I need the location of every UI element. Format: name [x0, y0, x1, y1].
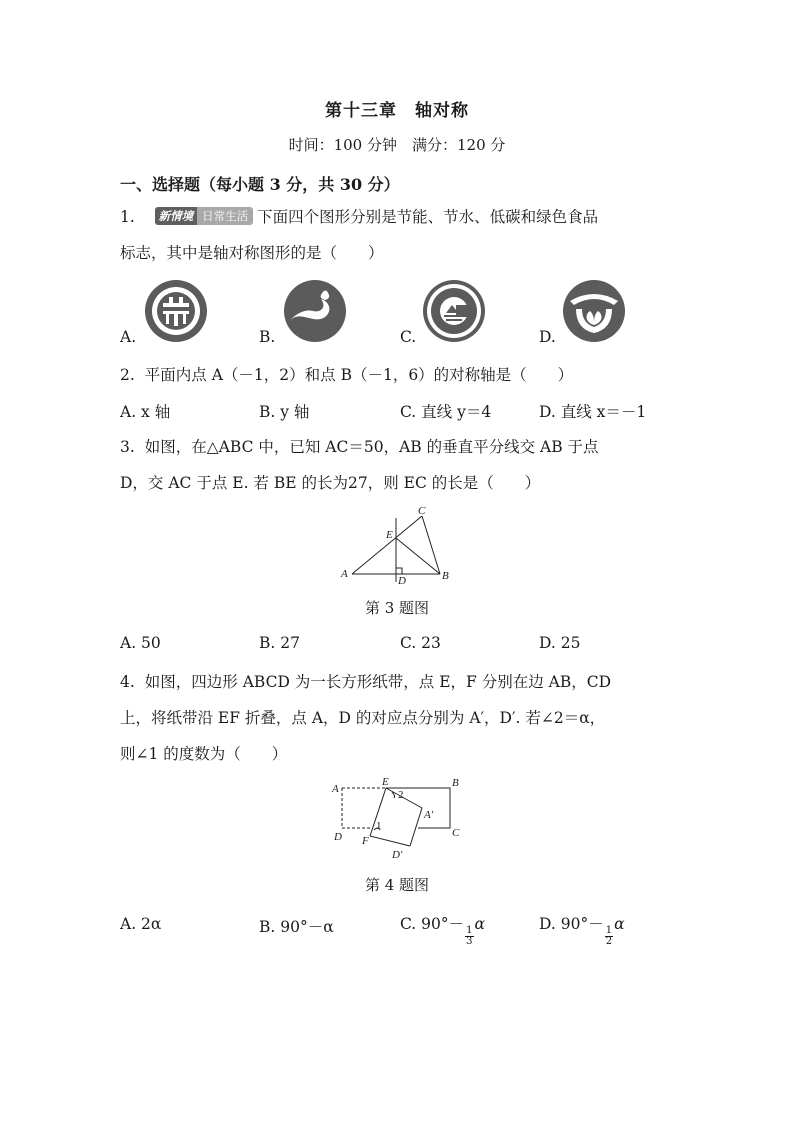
- denominator: 2: [605, 936, 613, 947]
- point-e-label: E: [382, 776, 389, 788]
- point-a-prime-label: A′: [424, 809, 434, 821]
- water-saving-logo: [283, 279, 347, 343]
- point-c-label: C: [452, 827, 460, 839]
- fraction-one-third: [465, 926, 473, 947]
- question-3-line-2: D，交 AC 于点 E. 若 BE 的长为27，则 EC 的长是（ ）: [120, 474, 541, 492]
- point-a-label: A: [341, 568, 348, 580]
- point-f-label: F: [362, 835, 369, 847]
- q1-option-d: D.: [539, 328, 556, 346]
- angle-1-label: 1: [376, 820, 382, 832]
- q4-option-a: A. 2α: [120, 915, 162, 933]
- page-title: 第十三章 轴对称: [325, 101, 469, 121]
- exam-info: 时间：100 分钟 满分：120 分: [288, 136, 506, 154]
- question-1-line-1: [120, 206, 598, 228]
- point-d-label: D: [398, 575, 406, 587]
- q2-option-a: A. x 轴: [120, 403, 171, 421]
- q4-option-c: [400, 912, 485, 947]
- question-number: 3.: [120, 438, 135, 456]
- figure-4-caption: 第 4 题图: [364, 876, 430, 894]
- question-4-line-1: [120, 671, 611, 693]
- denominator: 3: [466, 936, 473, 947]
- section-heading: 一、选择题（每小题 3 分，共 30 分）: [120, 175, 400, 194]
- point-c-label: C: [418, 505, 426, 517]
- q4-option-b: B. 90°－α: [259, 918, 334, 936]
- folded-strip-figure: [330, 774, 466, 864]
- point-b-label: B: [452, 777, 459, 789]
- numerator: 1: [605, 925, 613, 936]
- low-carbon-logo: [422, 279, 486, 343]
- fraction-one-half: [605, 926, 613, 947]
- alpha-symbol: α: [614, 915, 625, 933]
- question-4-line-2: 上，将纸带沿 EF 折叠，点 A，D 的对应点分别为 A′，D′. 若∠2＝α，: [120, 709, 606, 727]
- point-d-prime-label: D′: [392, 849, 403, 861]
- question-number: 1.: [120, 208, 135, 226]
- q4-option-d: [539, 912, 625, 947]
- question-2: [120, 364, 573, 386]
- question-text: 如图，四边形 ABCD 为一长方形纸带，点 E，F 分别在边 AB，CD: [144, 673, 612, 691]
- q1-option-b: B.: [259, 328, 276, 346]
- green-food-logo: [562, 279, 626, 343]
- new-context-tag: [155, 207, 254, 225]
- question-3-line-1: [120, 436, 599, 458]
- q3-option-d: D. 25: [539, 634, 581, 652]
- question-text: 下面四个图形分别是节能、节水、低碳和绿色食品: [257, 208, 599, 226]
- figure-3-caption: 第 3 题图: [364, 599, 430, 617]
- option-d-text: D. 90°－: [539, 915, 604, 933]
- q2-option-b: B. y 轴: [259, 403, 310, 421]
- triangle-figure: [336, 502, 460, 588]
- question-text: 平面内点 A（－1，2）和点 B（－1，6）的对称轴是（ ）: [144, 366, 574, 384]
- point-e-label: E: [386, 529, 393, 541]
- tag-daily-life: 日常生活: [197, 207, 253, 225]
- q2-option-c: C. 直线 y＝4: [400, 403, 492, 421]
- point-b-label: B: [442, 570, 449, 582]
- q1-option-c: C.: [400, 328, 417, 346]
- q1-option-a: A.: [120, 328, 137, 346]
- question-number: 2.: [120, 366, 135, 384]
- numerator: 1: [466, 925, 473, 936]
- energy-saving-logo: [144, 279, 208, 343]
- alpha-symbol: α: [474, 915, 485, 933]
- q3-option-b: B. 27: [259, 634, 300, 652]
- question-4-line-3: 则∠1 的度数为（ ）: [120, 745, 288, 763]
- angle-2-label: 2: [398, 789, 404, 801]
- question-number: 4.: [120, 673, 135, 691]
- q3-option-a: A. 50: [120, 634, 161, 652]
- point-a-label: A: [332, 783, 339, 795]
- q2-option-d: D. 直线 x＝－1: [539, 403, 647, 421]
- question-text: 如图，在△ABC 中，已知 AC＝50，AB 的垂直平分线交 AB 于点: [144, 438, 599, 456]
- option-c-text: C. 90°－: [400, 915, 465, 933]
- point-d-label: D: [334, 831, 342, 843]
- tag-new: 新情境: [155, 207, 198, 225]
- question-1-line-2: 标志，其中是轴对称图形的是（ ）: [120, 244, 384, 262]
- q3-option-c: C. 23: [400, 634, 441, 652]
